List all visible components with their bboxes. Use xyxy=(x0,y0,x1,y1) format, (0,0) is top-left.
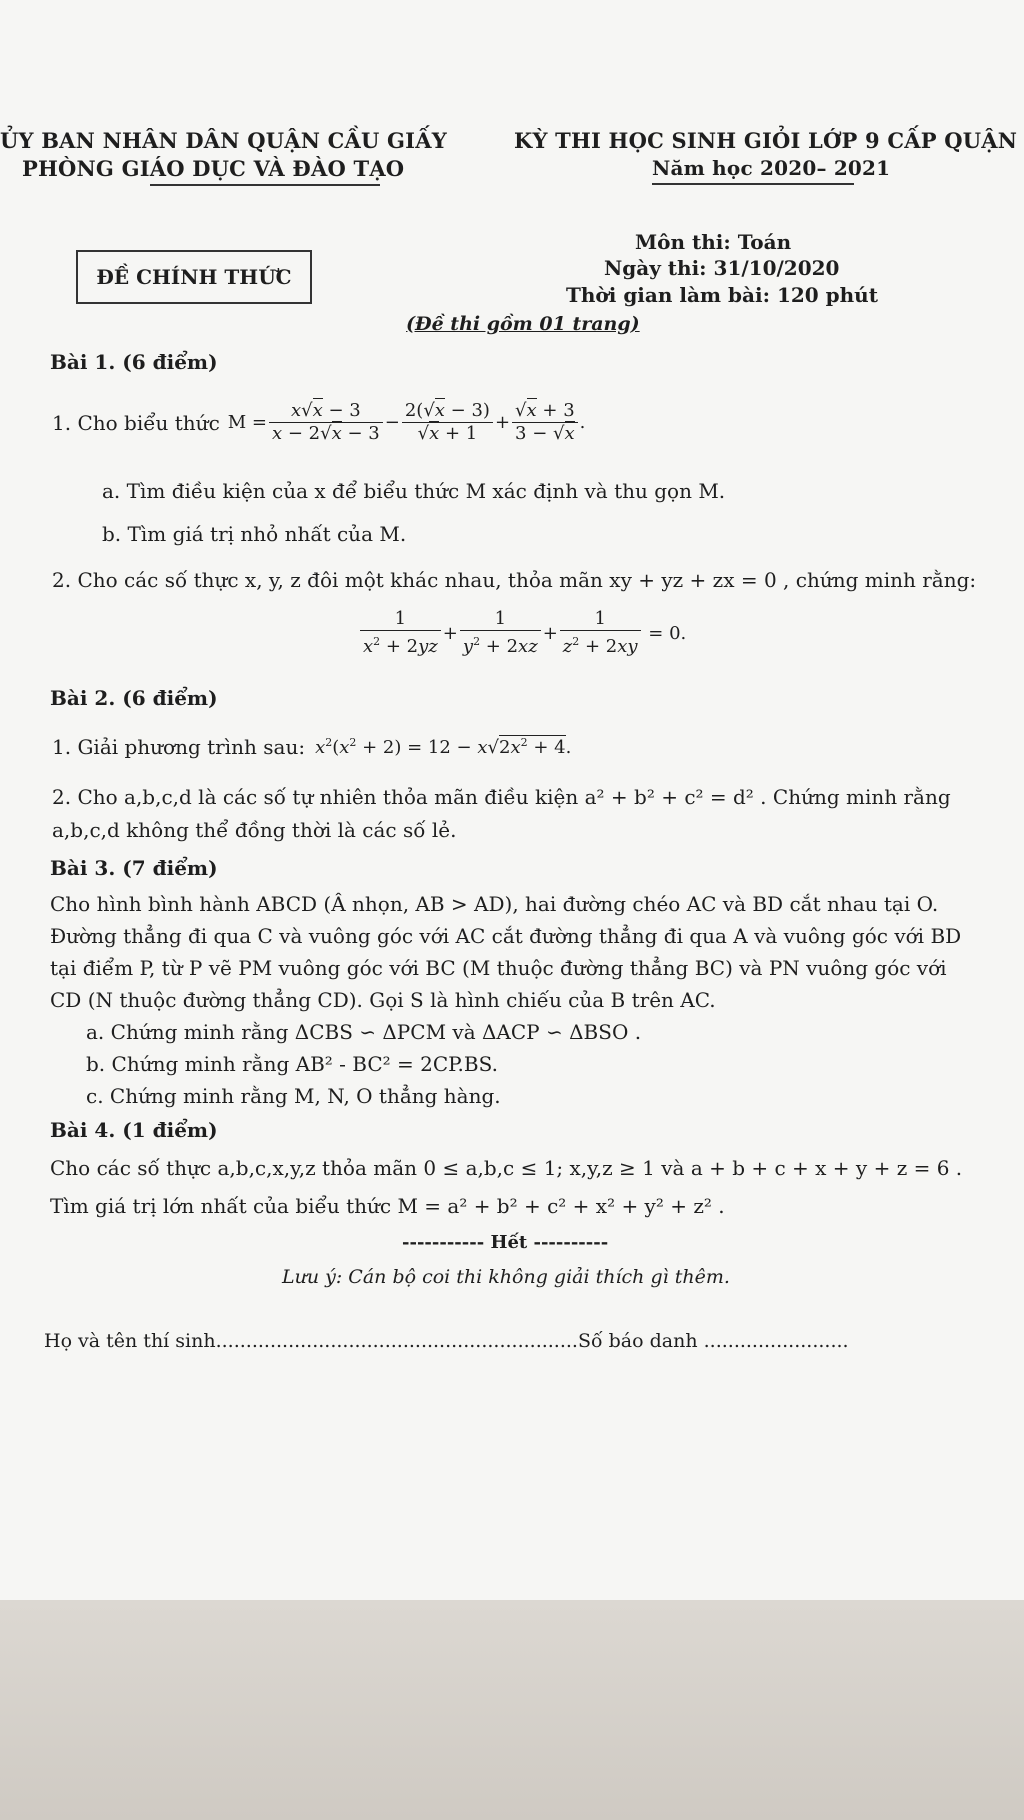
bai2-title: Bài 2. (6 điểm) xyxy=(50,686,218,710)
candidate-name-line: Họ và tên thí sinh............................................................Số báo danh ........................ xyxy=(44,1330,849,1352)
bai1-q2: 2. Cho các số thực x, y, z đôi một khác nhau, thỏa mãn xy + yz + zx = 0 , chứng minh rằng: xyxy=(52,568,977,592)
school-year: Năm học 2020– 2021 xyxy=(652,156,891,180)
bai3-title: Bài 3. (7 điểm) xyxy=(50,856,218,880)
exam-duration: Thời gian làm bài: 120 phút xyxy=(566,283,878,307)
bai2-q2-line2: a,b,c,d không thể đồng thời là các số lẻ. xyxy=(52,818,457,842)
pages-note: (Đề thi gồm 01 trang) xyxy=(406,313,640,335)
bai1-q1-prefix: 1. Cho biểu thức xyxy=(52,410,220,435)
official-exam-box xyxy=(76,250,312,304)
bai3-b: b. Chứng minh rằng AB² - BC² = 2CP.BS. xyxy=(86,1052,498,1076)
bai2-q2-line1: 2. Cho a,b,c,d là các số tự nhiên thỏa mãn điều kiện a² + b² + c² = d² . Chứng minh rằng xyxy=(52,785,951,809)
bai3-line2: Đường thẳng đi qua C và vuông góc với AC cắt đường thẳng đi qua A và vuông góc với BD xyxy=(50,924,962,948)
district-committee: ỦY BAN NHÂN DÂN QUẬN CẦU GIẤY xyxy=(0,128,447,153)
proctor-note: Lưu ý: Cán bộ coi thi không giải thích gì thêm. xyxy=(282,1266,730,1288)
official-label: ĐỀ CHÍNH THỨC xyxy=(96,265,292,289)
bai4-title: Bài 4. (1 điểm) xyxy=(50,1118,218,1142)
subject: Môn thi: Toán xyxy=(635,230,792,254)
bai3-line1: Cho hình bình hành ABCD (Â nhọn, AB > AD), hai đường chéo AC và BD cắt nhau tại O. xyxy=(50,892,939,916)
bai3-c: c. Chứng minh rằng M, N, O thẳng hàng. xyxy=(86,1084,501,1108)
equation: $x^2(x^2 + 2) = 12 - x√2x^2 + 4$. xyxy=(315,736,572,758)
end-mark: ----------- Hết ---------- xyxy=(402,1232,609,1253)
bai3-a: a. Chứng minh rằng ΔCBS ∽ ΔPCM và ΔACP ∽ ΔBSO . xyxy=(86,1020,642,1044)
bai3-line3: tại điểm P, từ P vẽ PM vuông góc với BC (M thuộc đường thẳng BC) và PN vuông góc với xyxy=(50,956,947,980)
exam-title: KỲ THI HỌC SINH GIỎI LỚP 9 CẤP QUẬN xyxy=(514,128,1018,153)
bai1-title: Bài 1. (6 điểm) xyxy=(50,350,218,374)
bai3-line4: CD (N thuộc đường thẳng CD). Gọi S là hình chiếu của B trên AC. xyxy=(50,988,716,1012)
education-department: PHÒNG GIÁO DỤC VÀ ĐÀO TẠO xyxy=(22,156,405,181)
bai2-q1 xyxy=(52,735,571,759)
header-underline xyxy=(150,184,380,186)
bai1-q1 xyxy=(52,400,585,445)
bai1-q2-identity: $\frac{1}{x^2 + 2yz}$ + $\frac{1}{y^2 + 2xz}$ + $\frac{1}{z^2 + 2xy}$ = 0. xyxy=(358,608,686,658)
bai1-q1a: a. Tìm điều kiện của x để biểu thức M xác định và thu gọn M. xyxy=(102,479,726,503)
bai1-q1b: b. Tìm giá trị nhỏ nhất của M. xyxy=(102,522,407,546)
bai4-line2: Tìm giá trị lớn nhất của biểu thức M = a² + b² + c² + x² + y² + z² . xyxy=(50,1194,725,1218)
table-surface xyxy=(0,1600,1024,1820)
bai4-line1: Cho các số thực a,b,c,x,y,z thỏa mãn 0 ≤ a,b,c ≤ 1; x,y,z ≥ 1 và a + b + c + x + y + z = 6 . xyxy=(50,1156,963,1180)
exam-date: Ngày thi: 31/10/2020 xyxy=(604,256,840,280)
bai2-q1-prefix: 1. Giải phương trình sau: xyxy=(52,735,306,759)
year-underline xyxy=(652,183,854,185)
expression-m: M = $\frac{x√x - 3}{x - 2√x - 3}$ − $\frac{2(√x - 3)}{√x + 1}$ + $\frac{√x + 3}{3 - √x}$ . xyxy=(227,400,586,444)
